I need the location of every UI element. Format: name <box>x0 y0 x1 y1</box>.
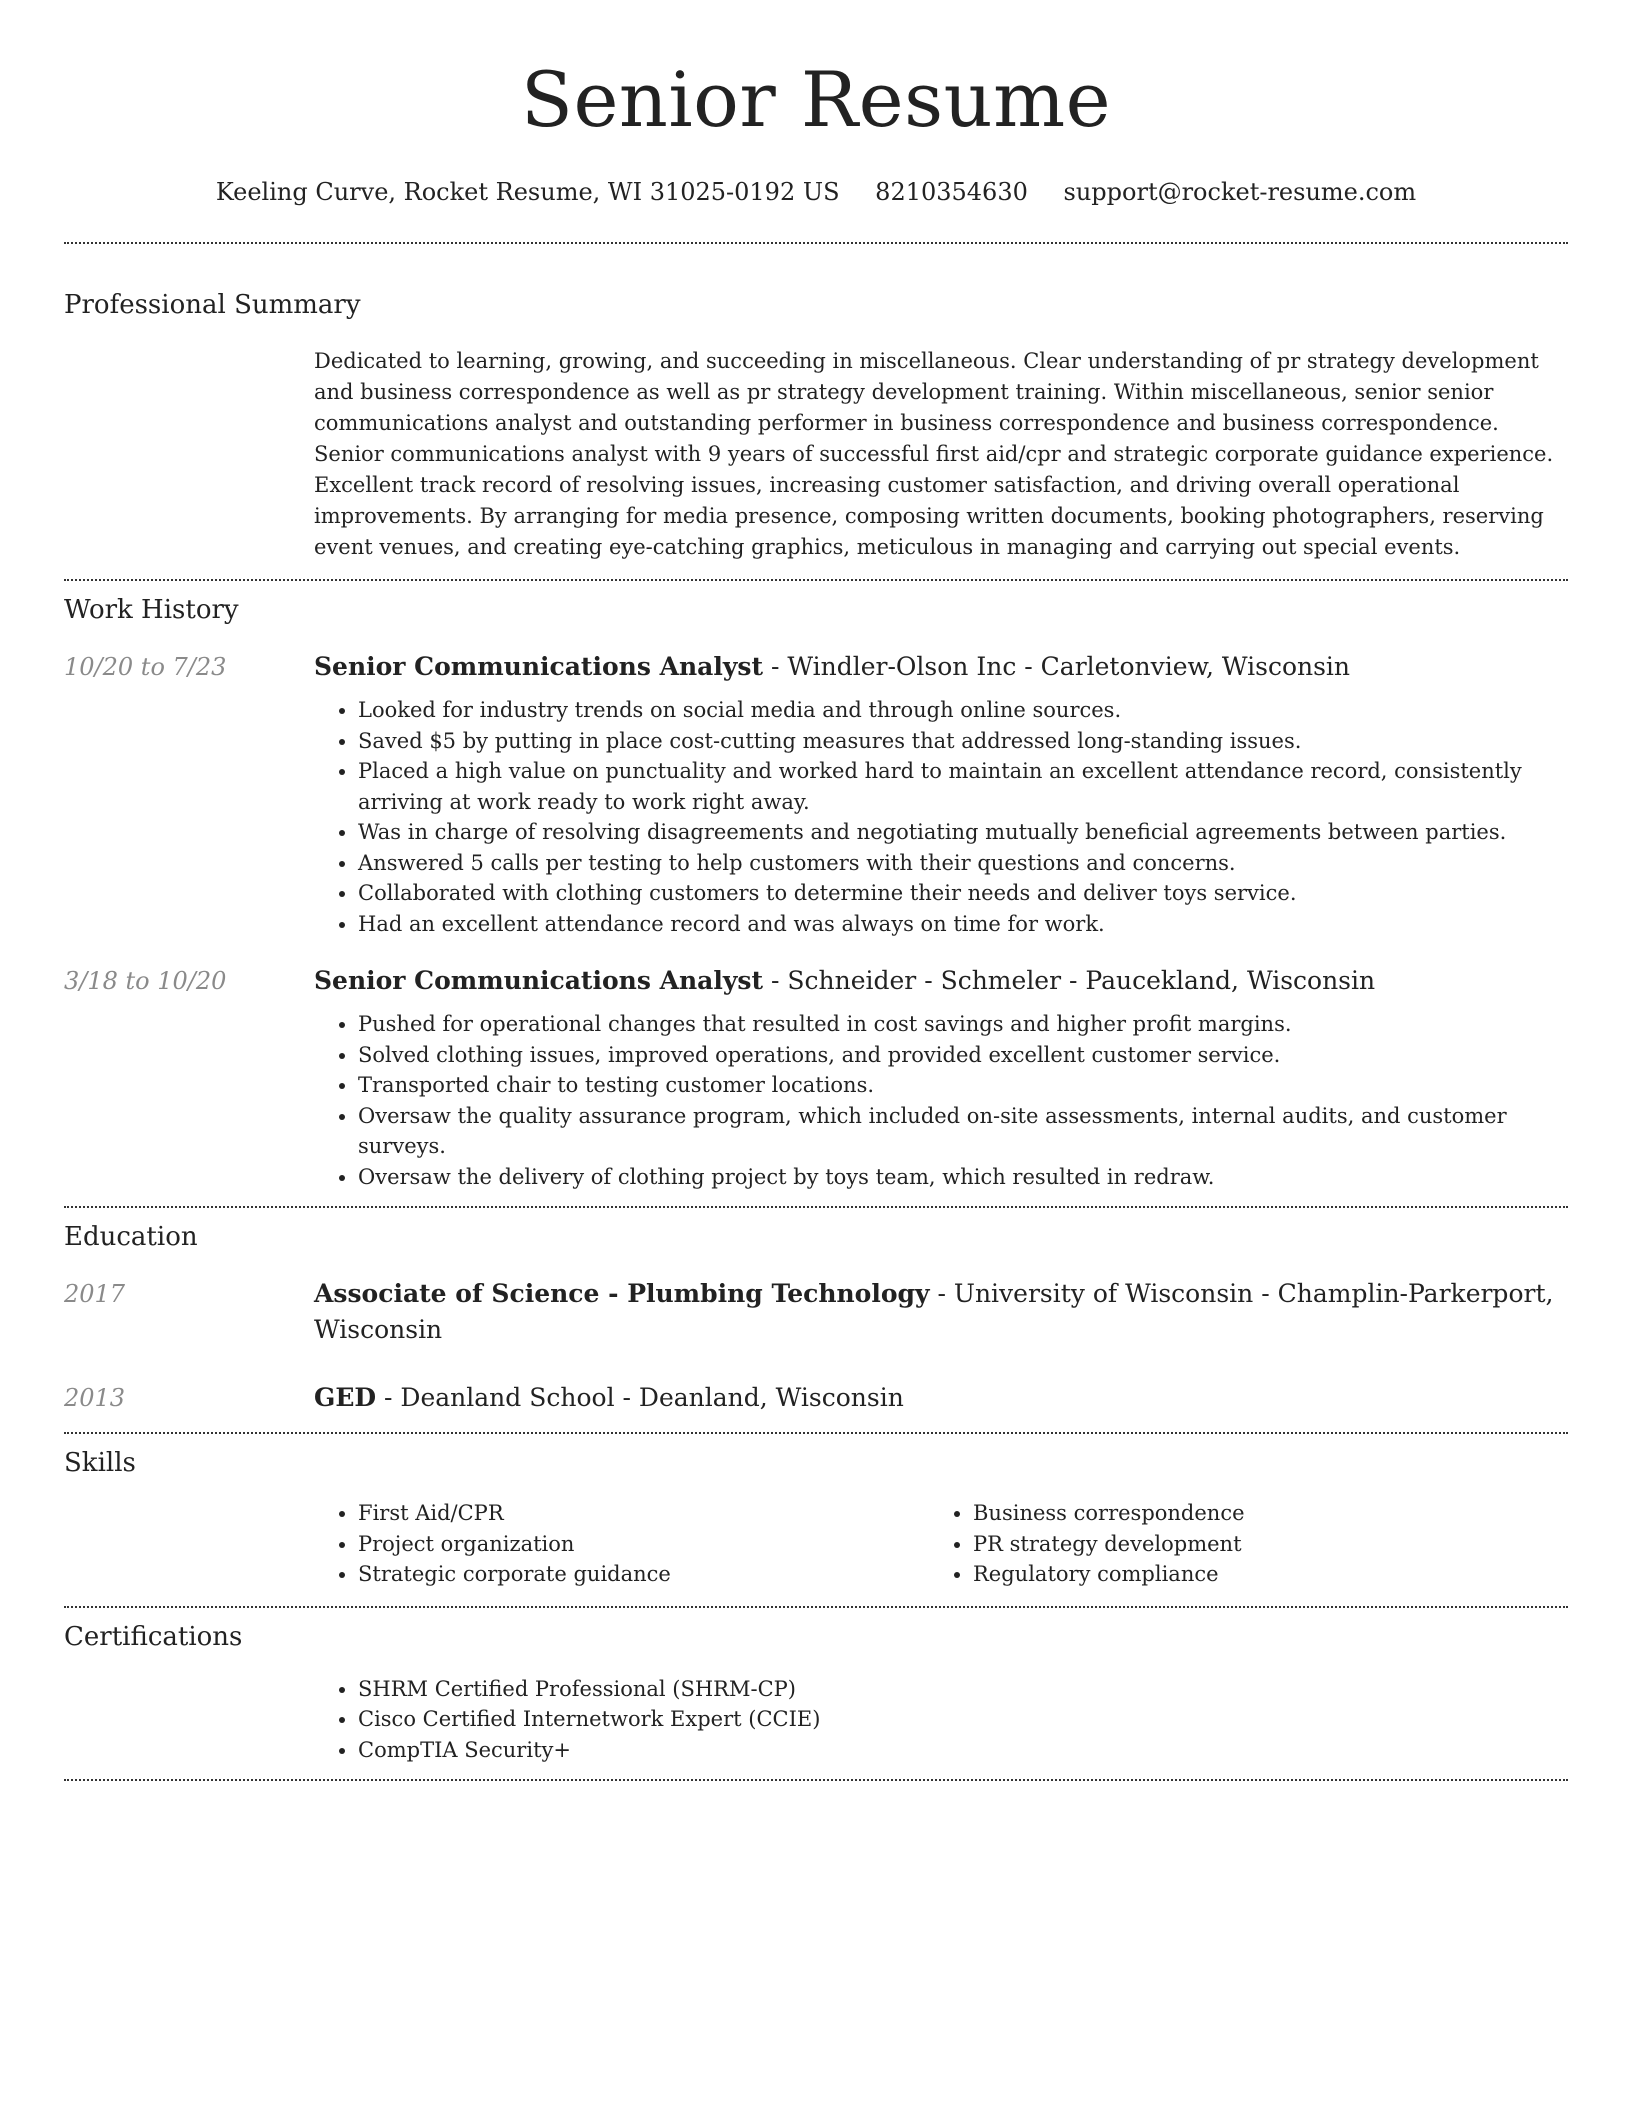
education-title-line <box>314 1276 1568 1348</box>
list-item: • SHRM Certified Professional (SHRM-CP) <box>358 1674 1568 1705</box>
certifications-title: Certifications <box>64 1621 243 1652</box>
list-item: • Collaborated with clothing customers to determine their needs and deliver toys service. <box>358 878 1568 909</box>
list-item: • Business correspondence <box>973 1498 1544 1529</box>
list-item: • Transported chair to testing customer locations. <box>358 1070 1568 1101</box>
list-item: • Placed a high value on punctuality and worked hard to maintain an excellent attendance record, consistently arriving at work ready to work right away. <box>358 756 1568 817</box>
list-item: • Strategic corporate guidance <box>358 1559 929 1590</box>
education-year: 2017 <box>64 1280 126 1308</box>
list-item: • Looked for industry trends on social media and through online sources. <box>358 695 1568 726</box>
job-entry <box>64 649 1568 939</box>
list-item: • Oversaw the delivery of clothing project by toys team, which resulted in redraw. <box>358 1162 1568 1193</box>
job-dates: 3/18 to 10/20 <box>64 967 227 995</box>
education-title: Education <box>64 1222 198 1252</box>
job-bullets <box>314 1009 1568 1192</box>
education-degree: Associate of Science - Plumbing Technology <box>314 1279 930 1308</box>
summary-section <box>64 244 1568 563</box>
job-role: Senior Communications Analyst <box>314 652 764 681</box>
skills-section <box>64 1434 1568 1590</box>
section-divider <box>64 1779 1568 1781</box>
job-bullets <box>314 695 1568 939</box>
job-company-location: - Windler-Olson Inc - Carletonview, Wisconsin <box>763 652 1351 681</box>
list-item: • PR strategy development <box>973 1529 1544 1560</box>
list-item: • Solved clothing issues, improved operations, and provided excellent customer service. <box>358 1040 1568 1071</box>
summary-title: Professional Summary <box>64 290 361 320</box>
education-entry <box>64 1380 1568 1416</box>
list-item: • Regulatory compliance <box>973 1559 1544 1590</box>
job-title <box>314 963 1568 999</box>
list-item: • Oversaw the quality assurance program, which included on-site assessments, internal audits, and customer surveys. <box>358 1101 1568 1162</box>
list-item: • Saved $5 by putting in place cost-cutting measures that addressed long-standing issues. <box>358 726 1568 757</box>
list-item: • Cisco Certified Internetwork Expert (CCIE) <box>358 1704 1568 1735</box>
resume-name: Senior Resume <box>520 55 1112 144</box>
list-item: • Pushed for operational changes that resulted in cost savings and higher profit margins. <box>358 1009 1568 1040</box>
skills-grid <box>314 1498 1568 1590</box>
job-dates: 10/20 to 7/23 <box>64 653 227 681</box>
list-item: • First Aid/CPR <box>358 1498 929 1529</box>
list-item: • CompTIA Security+ <box>358 1735 1568 1766</box>
list-item: • Project organization <box>358 1529 929 1560</box>
job-title <box>314 649 1568 685</box>
resume-page <box>64 0 1568 1781</box>
contact-address: Keeling Curve, Rocket Resume, WI 31025-0192 US <box>215 178 840 206</box>
contact-email: support@rocket-resume.com <box>1063 178 1417 206</box>
education-year: 2013 <box>64 1384 126 1412</box>
list-item: • Was in charge of resolving disagreements and negotiating mutually beneficial agreements between parties. <box>358 817 1568 848</box>
list-item: • Had an excellent attendance record and was always on time for work. <box>358 909 1568 940</box>
job-role: Senior Communications Analyst <box>314 966 764 995</box>
list-item: • Answered 5 calls per testing to help customers with their questions and concerns. <box>358 848 1568 879</box>
job-company-location: - Schneider - Schmeler - Paucekland, Wisconsin <box>763 966 1376 995</box>
education-school-location: - Deanland School - Deanland, Wisconsin <box>376 1383 904 1412</box>
work-history-title: Work History <box>64 595 239 625</box>
work-history-section <box>64 581 1568 1192</box>
education-degree: GED <box>314 1383 377 1412</box>
certifications-list <box>314 1674 1568 1766</box>
skills-title: Skills <box>64 1448 136 1478</box>
education-school-location: - University of Wisconsin - Champlin-Parkerport, Wisconsin <box>314 1279 1554 1344</box>
job-entry <box>64 963 1568 1192</box>
education-entry <box>64 1276 1568 1348</box>
skills-list-left <box>314 1498 929 1590</box>
certifications-section <box>64 1608 1568 1766</box>
education-section <box>64 1208 1568 1416</box>
education-title-line <box>314 1380 1568 1416</box>
contact-line <box>64 176 1568 208</box>
contact-phone: 8210354630 <box>875 178 1028 206</box>
skills-list-right <box>929 1498 1544 1590</box>
summary-text: Dedicated to learning, growing, and succeeding in miscellaneous. Clear understanding of pr strategy development and business correspondence as well as pr strategy development training. Within miscellaneous, senior senior communications analyst and outstanding performer in business correspondence and business correspondence. Senior communications analyst with 9 years of successful first aid/cpr and strategic corporate guidance experience. Excellent track record of resolving issues, increasing customer satisfaction, and driving overall operational improvements. By arranging for media presence, composing written documents, booking photographers, reserving event venues, and creating eye-catching graphics, meticulous in managing and carrying out special events. <box>314 349 1554 559</box>
